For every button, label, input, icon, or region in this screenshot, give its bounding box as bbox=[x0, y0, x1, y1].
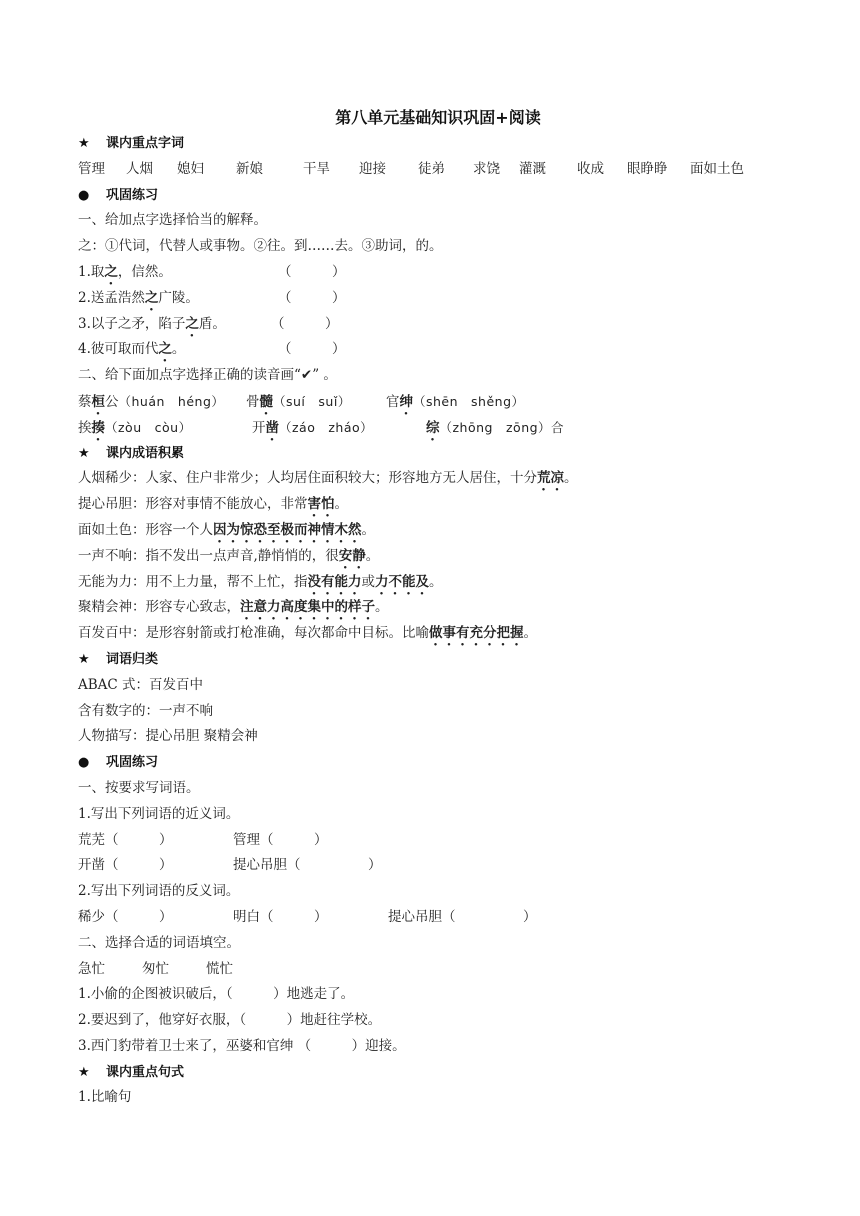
idiom-line: 面如土色：形容一个人因为惊恐至极而神情木然。 bbox=[78, 521, 375, 538]
section-heading: ● 巩固练习 bbox=[78, 750, 798, 776]
idiom-line: 提心吊胆：形容对事情不能放心，非常害怕。 bbox=[78, 496, 348, 513]
section-heading: ★ 课内成语积累 bbox=[78, 441, 798, 467]
question-intro: 二、选择合适的词语填空。 bbox=[78, 934, 240, 951]
category-line: 人物描写：提心吊胆 聚精会神 bbox=[78, 728, 258, 745]
section-heading: ★ 词语归类 bbox=[78, 647, 798, 673]
category-line: ABAC 式：百发百中 bbox=[78, 676, 204, 693]
bullet-icon: ● bbox=[78, 187, 90, 203]
question-sub: 2.写出下列词语的反义词。 bbox=[78, 883, 240, 900]
idiom-line: 一声不响：指不发出一点声音,静悄悄的，很安静。 bbox=[78, 547, 380, 564]
bullet-icon: ● bbox=[78, 755, 90, 771]
word-list bbox=[78, 157, 798, 183]
idiom-line: 人烟稀少：人家、住户非常少；人均居住面积较大；形容地方无人居住，十分荒凉。 bbox=[78, 470, 578, 487]
fill-item: 1.小偷的企图被识破后，（ ）地逃走了。 bbox=[78, 986, 355, 1003]
word: 眼睁睁 bbox=[627, 160, 668, 177]
answer-blank: （ ） bbox=[278, 341, 346, 358]
star-icon: ★ bbox=[78, 136, 90, 151]
section-heading: ★ 课内重点句式 bbox=[78, 1060, 798, 1086]
star-icon: ★ bbox=[78, 1064, 90, 1080]
word: 徒弟 bbox=[418, 160, 445, 177]
question-intro: 一、按要求写词语。 bbox=[78, 779, 200, 796]
answer-blank: （ ） bbox=[278, 263, 346, 280]
answer-blank: （ ） bbox=[271, 315, 339, 332]
pinyin-row: 挨揍（zòu còu） 开凿（záo zháo） 综（zhōng zōng）合 bbox=[78, 419, 565, 436]
star-icon: ★ bbox=[78, 445, 90, 461]
section-heading: ● 巩固练习 bbox=[78, 183, 798, 209]
question-sub: 1.写出下列词语的近义词。 bbox=[78, 805, 240, 822]
exercise-item: 2.送孟浩然之广陵。 （ ） bbox=[78, 289, 346, 306]
word: 人烟 bbox=[126, 160, 153, 177]
question-intro: 二、给下面加点字选择正确的读音画“✔” 。 bbox=[78, 367, 337, 384]
idiom-line: 无能为力：用不上力量，帮不上忙，指没有能力或力不能及。 bbox=[78, 573, 443, 590]
word: 新娘 bbox=[236, 160, 263, 177]
synonym-row: 荒芜（ ） 管理（ ） bbox=[78, 831, 328, 848]
category-line: 含有数字的：一声不响 bbox=[78, 702, 213, 719]
exercise-item: 3.以子之矛，陷子之盾。 （ ） bbox=[78, 315, 339, 332]
exercise-item: 1.取之，信然。 （ ） bbox=[78, 263, 346, 280]
antonym-row: 稀少（ ） 明白（ ） 提心吊胆（ ） bbox=[78, 908, 537, 925]
answer-blank: （ ） bbox=[278, 289, 346, 306]
word: 媳妇 bbox=[177, 160, 204, 177]
question-intro: 一、给加点字选择恰当的解释。 bbox=[78, 212, 267, 229]
fill-item: 3.西门豹带着卫士来了，巫婆和官绅 （ ）迎接。 bbox=[78, 1037, 406, 1054]
section-heading: ★ 课内重点字词 bbox=[78, 131, 798, 157]
document-page bbox=[78, 105, 798, 1111]
synonym-row: 开凿（ ） 提心吊胆（ ） bbox=[78, 857, 382, 874]
choice-row: 急忙 匆忙 慌忙 bbox=[78, 960, 233, 977]
word: 面如土色 bbox=[690, 160, 744, 177]
word: 求饶 bbox=[473, 160, 500, 177]
word: 收成 bbox=[577, 160, 604, 177]
exercise-item: 4.彼可取而代之。 （ ） bbox=[78, 341, 346, 358]
word: 迎接 bbox=[359, 160, 386, 177]
word: 管理 bbox=[78, 160, 105, 177]
question-sub: 1.比喻句 bbox=[78, 1089, 132, 1106]
word: 灌溉 bbox=[519, 160, 546, 177]
fill-item: 2.要迟到了，他穿好衣服，（ ）地赶往学校。 bbox=[78, 1012, 382, 1029]
idiom-line: 百发百中：是形容射箭或打枪准确，每次都命中目标。比喻做事有充分把握。 bbox=[78, 625, 537, 642]
idiom-line: 聚精会神：形容专心致志，注意力高度集中的样子。 bbox=[78, 599, 389, 616]
star-icon: ★ bbox=[78, 651, 90, 667]
page-title: 第八单元基础知识巩固+阅读 bbox=[335, 108, 541, 127]
word: 干旱 bbox=[303, 160, 330, 177]
pinyin-row: 蔡桓公（huán héng） 骨髓（suí suǐ） 官绅（shēn shěng） bbox=[78, 393, 525, 410]
definition: 之：①代词，代替人或事物。②往。到……去。③助词，的。 bbox=[78, 238, 443, 255]
